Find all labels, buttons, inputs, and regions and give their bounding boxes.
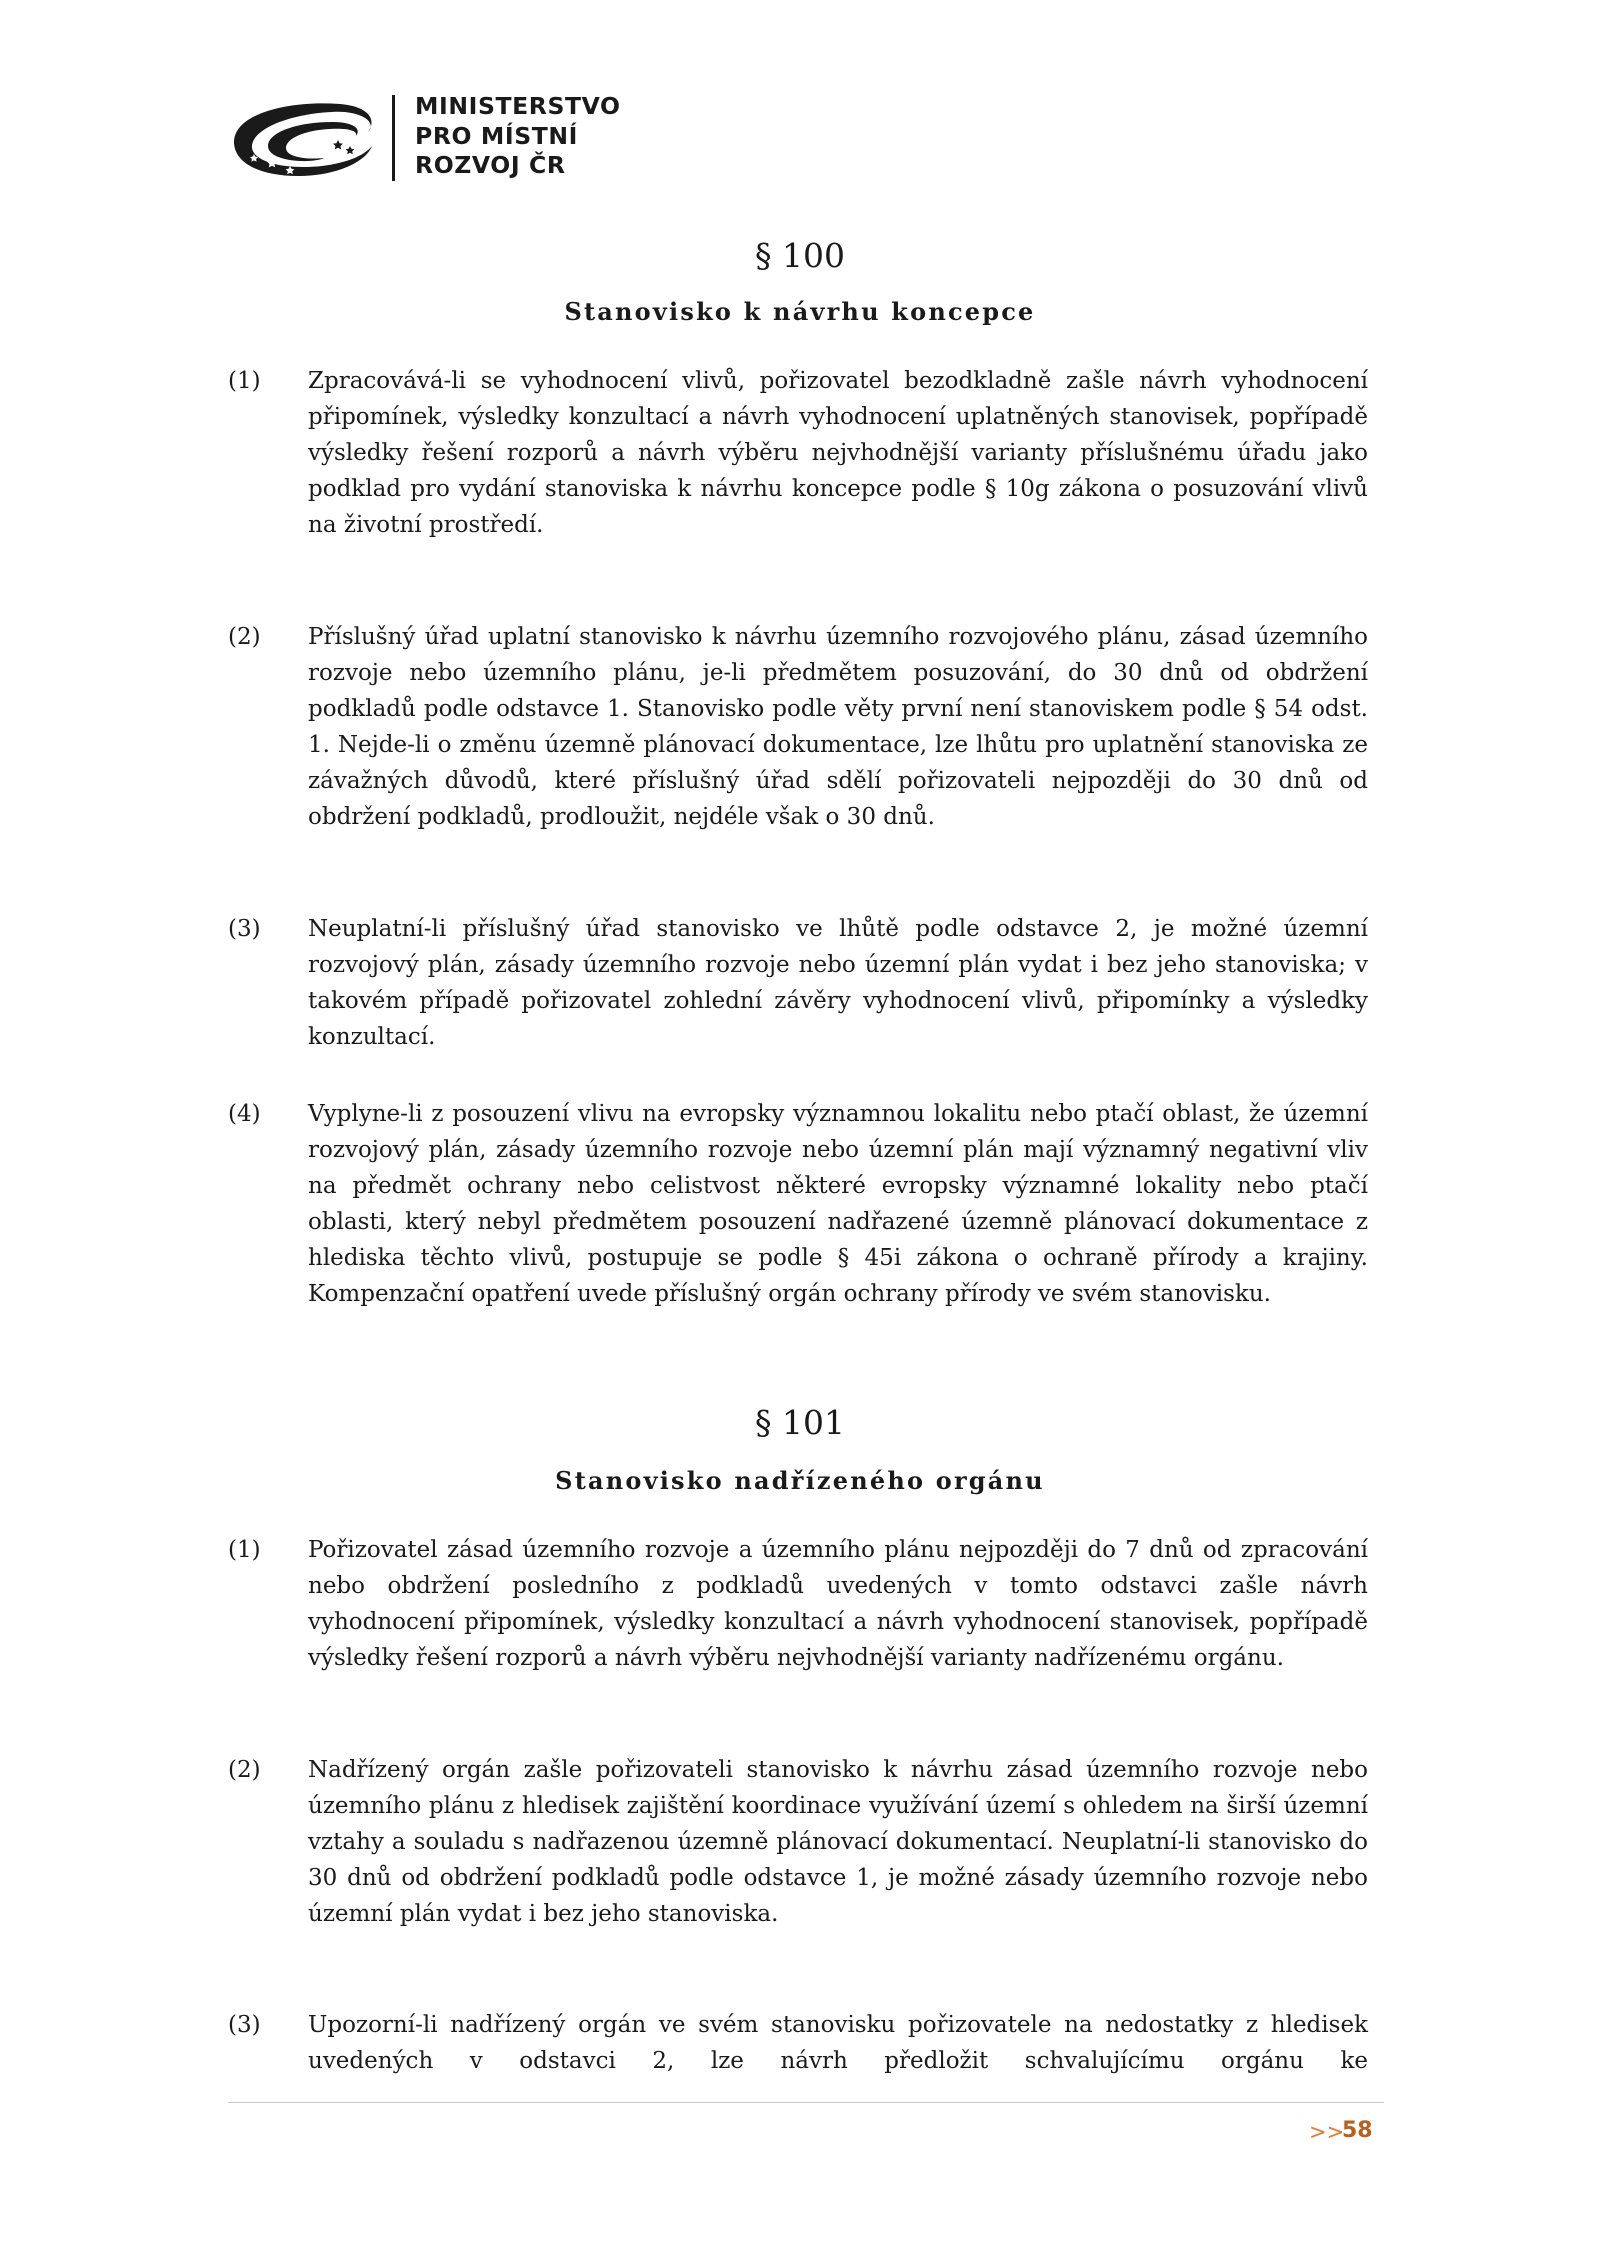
ministry-name [415,92,621,181]
paragraph-number: (3) [228,916,261,942]
page-arrows-icon: >> [1309,2120,1345,2144]
paragraph-text: Nadřízený orgán zašle pořizovateli stanovisko k návrhu zásad územního rozvoje nebo územního plánu z hledisek zajištění koordinace využívání území s ohledem na širší územní vztahy a souladu s nadřazenou územně plánovací dokumentací. Neuplatní-li stanovisko do 30 dnů od obdržení podkladů podle odstavce 1, je možné zásady územního rozvoje nebo územní plán vydat i bez jeho stanoviska. [308,1757,1368,1927]
footer-divider [228,2102,1384,2103]
section-title-100: Stanovisko k návrhu koncepce [564,297,1036,326]
paragraph-text: Vyplyne-li z posouzení vlivu na evropsky významnou lokalitu nebo ptačí oblast, že územní rozvojový plán, zásady územního rozvoje nebo územní plán mají významný negativní vliv na předmět ochrany nebo celistvost některé evropsky významné lokality nebo ptačí oblasti, který nebyl předmětem posouzení nadřazené územně plánovací dokumentace z hlediska těchto vlivů, postupuje se podle § 45i zákona o ochraně přírody a krajiny. Kompenzační opatření uvede příslušný orgán ochrany přírody ve svém stanovisku. [308,1101,1368,1307]
ministry-logo-icon [228,96,378,182]
paragraph-text: Upozorní-li nadřízený orgán ve svém stanovisku pořizovatele na nedostatky z hledisek uvedených v odstavci 2, lze návrh předložit schvalujícímu orgánu ke [308,2012,1368,2074]
paragraph-number: (4) [228,1101,261,1127]
ministry-name-line-1: MINISTERSTVO [415,92,621,120]
paragraph-number: (1) [228,368,261,394]
paragraph-number: (2) [228,1757,261,1783]
paragraph-text: Zpracovává-li se vyhodnocení vlivů, pořizovatel bezodkladně zašle návrh vyhodnocení připomínek, výsledky konzultací a návrh vyhodnocení uplatněných stanovisek, popřípadě výsledky řešení rozporů a návrh výběru nejvhodnější varianty příslušnému úřadu jako podklad pro vydání stanoviska k návrhu koncepce podle § 10g zákona o posuzování vlivů na životní prostředí. [308,368,1368,538]
section-title-101: Stanovisko nadřízeného orgánu [555,1466,1045,1495]
page-number: 58 [1342,2118,1373,2143]
paragraph-text: Pořizovatel zásad územního rozvoje a územního plánu nejpozději do 7 dnů od zpracování nebo obdržení posledního z podkladů uvedených v tomto odstavci zašle návrh vyhodnocení připomínek, výsledky konzultací a návrh vyhodnocení stanovisek, popřípadě výsledky řešení rozporů a návrh výběru nejvhodnější varianty nadřízenému orgánu. [308,1537,1368,1671]
ministry-name-line-3: ROZVOJ ČR [415,151,566,179]
paragraph-number: (2) [228,624,261,650]
paragraph-text: Příslušný úřad uplatní stanovisko k návrhu územního rozvojového plánu, zásad územního rozvoje nebo územního plánu, je-li předmětem posuzování, do 30 dnů od obdržení podkladů podle odstavce 1. Stanovisko podle věty první není stanoviskem podle § 54 odst. 1. Nejde-li o změnu územně plánovací dokumentace, lze lhůtu pro uplatnění stanoviska ze závažných důvodů, které příslušný úřad sdělí pořizovateli nejpozději do 30 dnů od obdržení podkladů, prodloužit, nejdéle však o 30 dnů. [308,624,1368,830]
section-number-100: § 100 [755,236,845,275]
paragraph-number: (1) [228,1537,261,1563]
section-number-101: § 101 [755,1403,845,1442]
ministry-name-line-2: PRO MÍSTNÍ [415,121,578,150]
logo-divider [392,95,395,181]
paragraph-number: (3) [228,2012,261,2038]
paragraph-text: Neuplatní-li příslušný úřad stanovisko ve lhůtě podle odstavce 2, je možné územní rozvojový plán, zásady územního rozvoje nebo územní plán vydat i bez jeho stanoviska; v takovém případě pořizovatel zohlední závěry vyhodnocení vlivů, připomínky a výsledky konzultací. [308,916,1368,1050]
